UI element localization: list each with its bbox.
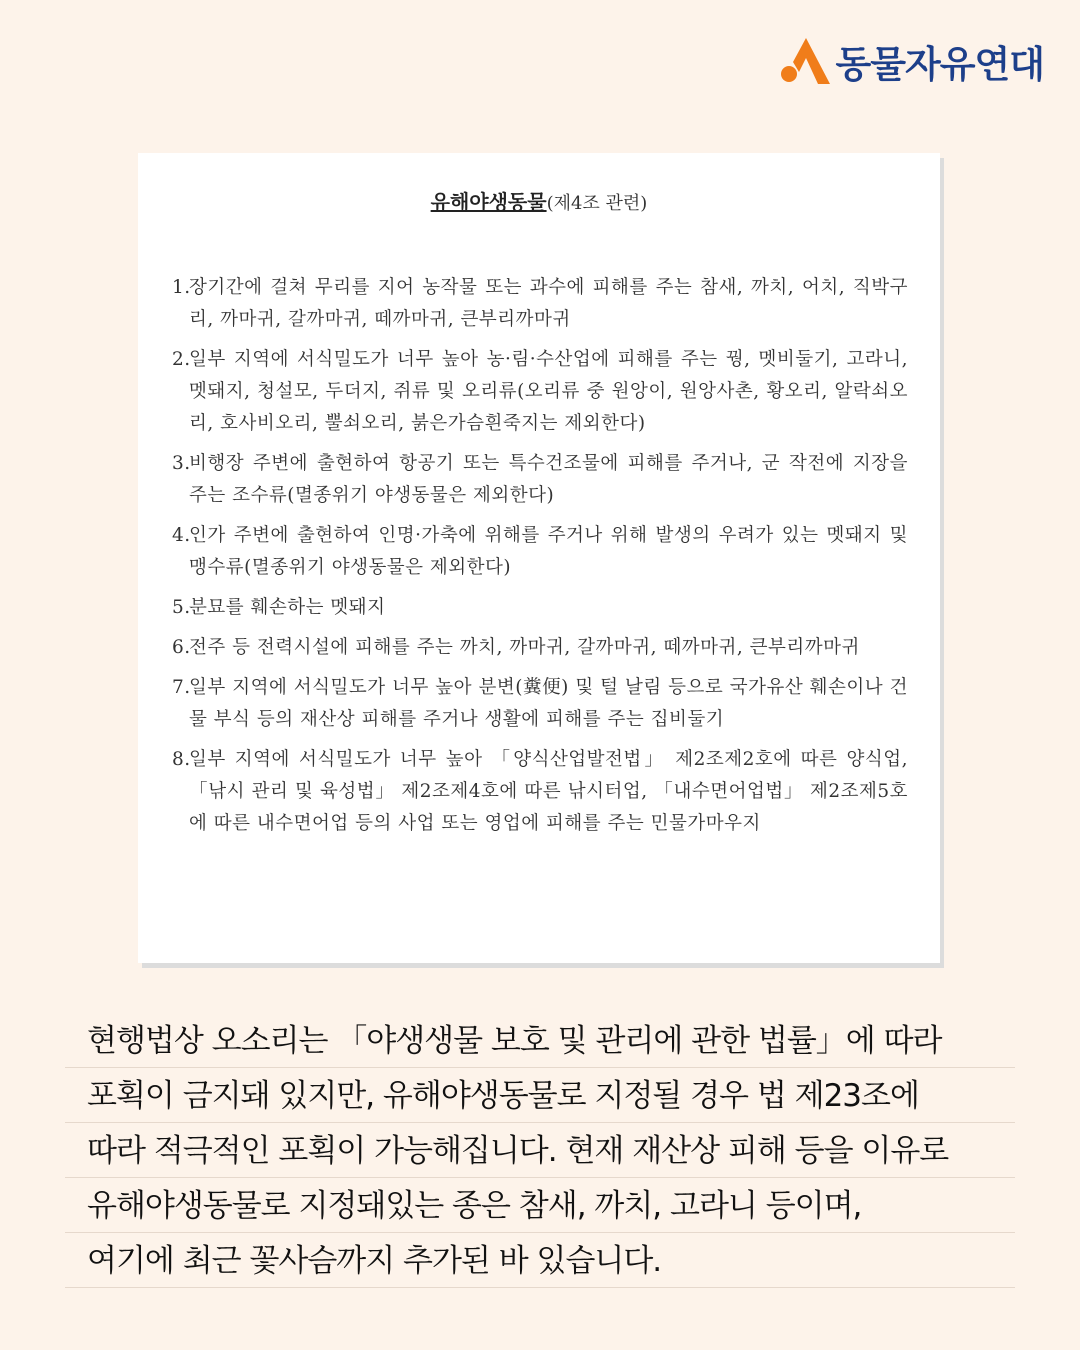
item-number: 4. — [172, 525, 191, 546]
brand-name: 동물자유연대 — [835, 43, 1044, 86]
item-text: 전주 등 전력시설에 피해를 주는 까치, 까마귀, 갈까마귀, 떼까마귀, 큰부리까마귀 — [189, 637, 860, 658]
brand-mark-icon — [780, 36, 832, 86]
item-text: 장기간에 걸쳐 무리를 지어 농작물 또는 과수에 피해를 주는 참새, 까치, 어치, 직박구리, 까마귀, 갈까마귀, 떼까마귀, 큰부리까마귀 — [189, 277, 908, 330]
document-title-sub: (제4조 관련) — [546, 193, 648, 214]
item-text: 일부 지역에 서식밀도가 너무 높아 「양식산업발전법」 제2조제2호에 따른 양식업, 「낚시 관리 및 육성법」 제2조제4호에 따른 낚시터업, 「내수면어업법」 제2조제5호에 따른 내수면어업 등의 사업 또는 영업에 피해를 주는 민물가마우지 — [189, 749, 908, 834]
list-item — [172, 744, 908, 840]
caption-line: 유해야생동물로 지정돼있는 종은 참새, 까치, 고라니 등이며, — [65, 1178, 1015, 1233]
list-item — [172, 672, 908, 736]
item-number: 1. — [172, 277, 191, 298]
list-item — [172, 520, 908, 584]
caption-block — [65, 1013, 1015, 1288]
item-number: 2. — [172, 349, 191, 370]
item-number: 7. — [172, 677, 191, 698]
item-text: 인가 주변에 출현하여 인명·가축에 위해를 주거나 위해 발생의 우려가 있는 멧돼지 및 맹수류(멸종위기 야생동물은 제외한다) — [189, 525, 908, 578]
list-item — [172, 272, 908, 336]
item-text: 일부 지역에 서식밀도가 너무 높아 농·림·수산업에 피해를 주는 꿩, 멧비둘기, 고라니, 멧돼지, 청설모, 두더지, 쥐류 및 오리류(오리류 중 원앙이, 원앙사촌, 황오리, 알락쇠오리, 호사비오리, 뿔쇠오리, 붉은가슴흰죽지는 제외한다) — [189, 349, 908, 434]
document-title-main: 유해야생동물 — [430, 190, 547, 214]
caption-line: 따라 적극적인 포획이 가능해집니다. 현재 재산상 피해 등을 이유로 — [65, 1123, 1015, 1178]
document-items — [172, 272, 908, 848]
list-item — [172, 448, 908, 512]
list-item — [172, 592, 908, 624]
caption-line: 포획이 금지돼 있지만, 유해야생동물로 지정될 경우 법 제23조에 — [65, 1068, 1015, 1123]
item-number: 5. — [172, 597, 191, 618]
item-number: 8. — [172, 749, 191, 770]
item-text: 일부 지역에 서식밀도가 너무 높아 분변(糞便) 및 털 날림 등으로 국가유산 훼손이나 건물 부식 등의 재산상 피해를 주거나 생활에 피해를 주는 집비둘기 — [189, 677, 908, 730]
item-text: 비행장 주변에 출현하여 항공기 또는 특수건조물에 피해를 주거나, 군 작전에 지장을 주는 조수류(멸종위기 야생동물은 제외한다) — [189, 453, 908, 506]
list-item — [172, 344, 908, 440]
document-title — [138, 186, 940, 215]
item-number: 6. — [172, 637, 191, 658]
caption-line: 현행법상 오소리는 「야생생물 보호 및 관리에 관한 법률」에 따라 — [65, 1013, 1015, 1068]
item-number: 3. — [172, 453, 191, 474]
item-text: 분묘를 훼손하는 멧돼지 — [189, 597, 386, 618]
brand-logo — [780, 34, 1044, 88]
caption-line: 여기에 최근 꽃사슴까지 추가된 바 있습니다. — [65, 1233, 1015, 1288]
list-item — [172, 632, 908, 664]
